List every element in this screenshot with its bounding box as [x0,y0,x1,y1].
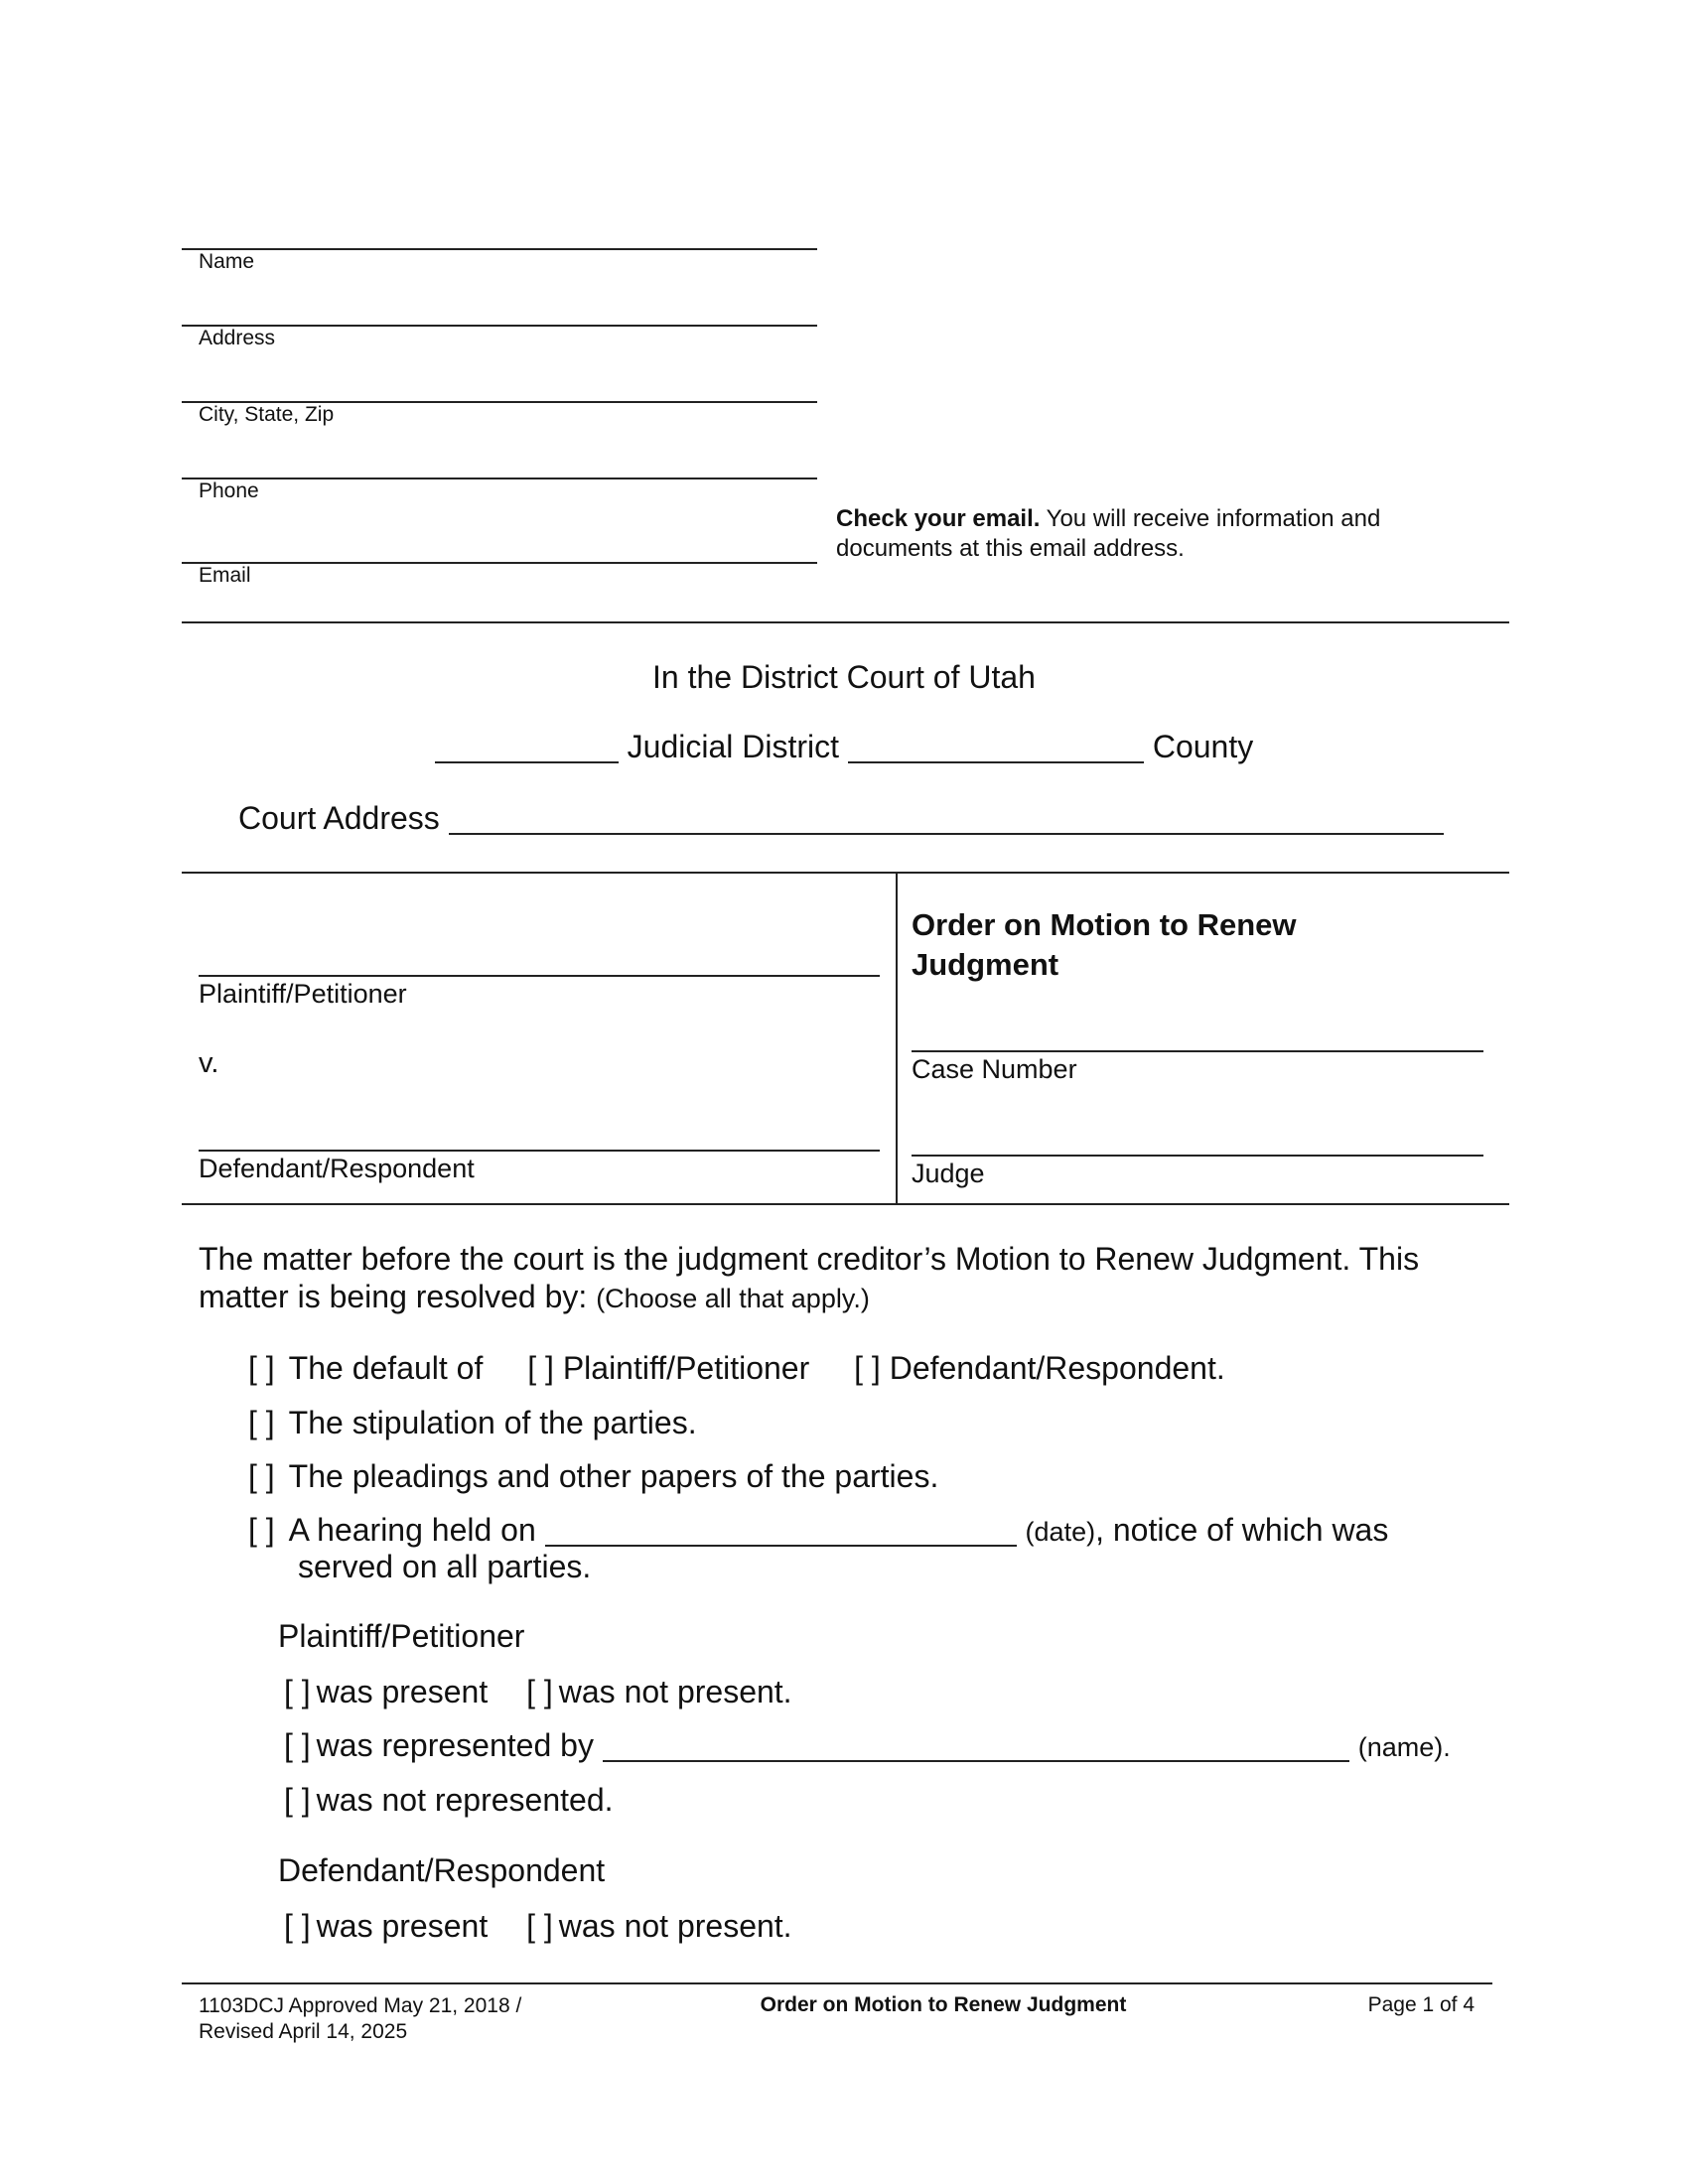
intro-line1: The matter before the court is the judgment creditor’s Motion to Renew Judgment. This [199,1241,1420,1277]
hearing-date-field[interactable] [545,1515,1017,1547]
address-line[interactable] [182,325,817,327]
plaintiff-not-present-label: was not present. [558,1674,792,1709]
option-stipulation-row [248,1405,697,1441]
email-note-line1: You will receive information and [1040,505,1381,532]
defendant-not-present-checkbox[interactable]: [ ] [526,1908,553,1944]
plaintiff-section-heading: Plaintiff/Petitioner [278,1618,525,1654]
plaintiff-not-represented-checkbox[interactable]: [ ] [284,1782,311,1818]
default-plaintiff-checkbox[interactable]: [ ] [527,1350,554,1386]
email-line[interactable] [182,562,817,564]
defendant-name-line[interactable] [199,1150,880,1152]
defendant-label: Defendant/Respondent [199,1154,475,1183]
default-of-label: The default of [288,1350,484,1386]
footer-form-line1: 1103DCJ Approved May 21, 2018 / [199,1994,522,2017]
document-title-line1: Order on Motion to Renew [912,907,1297,942]
hearing-checkbox[interactable]: [ ] [248,1512,275,1548]
defendant-present-checkbox[interactable]: [ ] [284,1908,311,1944]
court-address-line [238,800,1444,837]
case-number-label: Case Number [912,1054,1077,1084]
footer-divider [182,1982,1492,1984]
stipulation-checkbox[interactable]: [ ] [248,1405,275,1440]
header-divider [182,621,1509,623]
phone-label: Phone [199,479,259,502]
document-title [912,905,1297,985]
county-label: County [1152,729,1254,764]
option-hearing-row [248,1512,1388,1549]
plaintiff-represented-row [284,1727,1451,1764]
plaintiff-present-label: was present [316,1674,489,1709]
caption-top-border [182,872,1509,874]
plaintiff-not-represented-row [284,1782,614,1819]
versus-label: v. [199,1047,219,1079]
plaintiff-represented-label: was represented by [316,1727,594,1763]
footer-page-number: Page 1 of 4 [1367,1993,1475,2016]
defendant-presence-row [284,1908,792,1945]
hearing-line2: served on all parties. [298,1549,592,1584]
caption-bottom-border [182,1203,1509,1205]
plaintiff-represented-checkbox[interactable]: [ ] [284,1727,311,1763]
district-number-field[interactable] [435,732,619,763]
pleadings-checkbox[interactable]: [ ] [248,1458,275,1494]
case-number-line[interactable] [912,1050,1483,1052]
email-note-bold: Check your email. [836,505,1041,532]
footer-form-id [199,1993,521,2045]
plaintiff-attorney-field[interactable] [603,1730,1349,1762]
plaintiff-label: Plaintiff/Petitioner [199,979,407,1009]
district-county-line [0,729,1688,765]
plaintiff-name-line[interactable] [199,975,880,977]
default-plaintiff-label: Plaintiff/Petitioner [562,1350,810,1386]
default-checkbox[interactable]: [ ] [248,1350,275,1386]
option-pleadings-row [248,1458,938,1495]
name-label: Name [199,250,255,273]
footer-form-line2: Revised April 14, 2025 [199,2020,408,2043]
address-label: Address [199,327,276,349]
email-note [836,504,1380,564]
name-line[interactable] [182,248,817,250]
plaintiff-present-checkbox[interactable]: [ ] [284,1674,311,1709]
plaintiff-name-hint: (name). [1357,1732,1451,1762]
city-state-zip-label: City, State, Zip [199,403,335,426]
email-label: Email [199,564,251,587]
defendant-not-present-label: was not present. [558,1908,792,1944]
defendant-section-heading: Defendant/Respondent [278,1852,606,1888]
document-title-line2: Judgment [912,947,1059,982]
plaintiff-not-present-checkbox[interactable]: [ ] [526,1674,553,1709]
phone-line[interactable] [182,478,817,479]
default-defendant-label: Defendant/Respondent. [889,1350,1225,1386]
plaintiff-not-represented-label: was not represented. [316,1782,614,1818]
defendant-present-label: was present [316,1908,489,1944]
intro-hint: (Choose all that apply.) [596,1284,870,1313]
plaintiff-presence-row [284,1674,792,1710]
pleadings-label: The pleadings and other papers of the parties. [288,1458,939,1494]
court-address-field[interactable] [449,803,1444,835]
default-defendant-checkbox[interactable]: [ ] [854,1350,881,1386]
judicial-district-label: Judicial District [627,729,840,764]
hearing-date-hint: (date) [1025,1517,1096,1547]
stipulation-label: The stipulation of the parties. [288,1405,697,1440]
hearing-notice-label: , notice of which was [1095,1512,1389,1548]
intro-line2-text: matter is being resolved by: [199,1279,588,1314]
judge-label: Judge [912,1159,985,1188]
email-note-line2: documents at this email address. [836,535,1185,562]
option-default-row [248,1350,1225,1387]
court-address-label: Court Address [238,800,440,836]
judge-line[interactable] [912,1155,1483,1157]
footer-title: Order on Motion to Renew Judgment [760,1993,1127,2016]
intro-line2 [199,1279,870,1315]
caption-divider [896,872,898,1204]
court-title: In the District Court of Utah [652,659,1036,695]
hearing-label: A hearing held on [288,1512,536,1548]
county-name-field[interactable] [848,732,1144,763]
